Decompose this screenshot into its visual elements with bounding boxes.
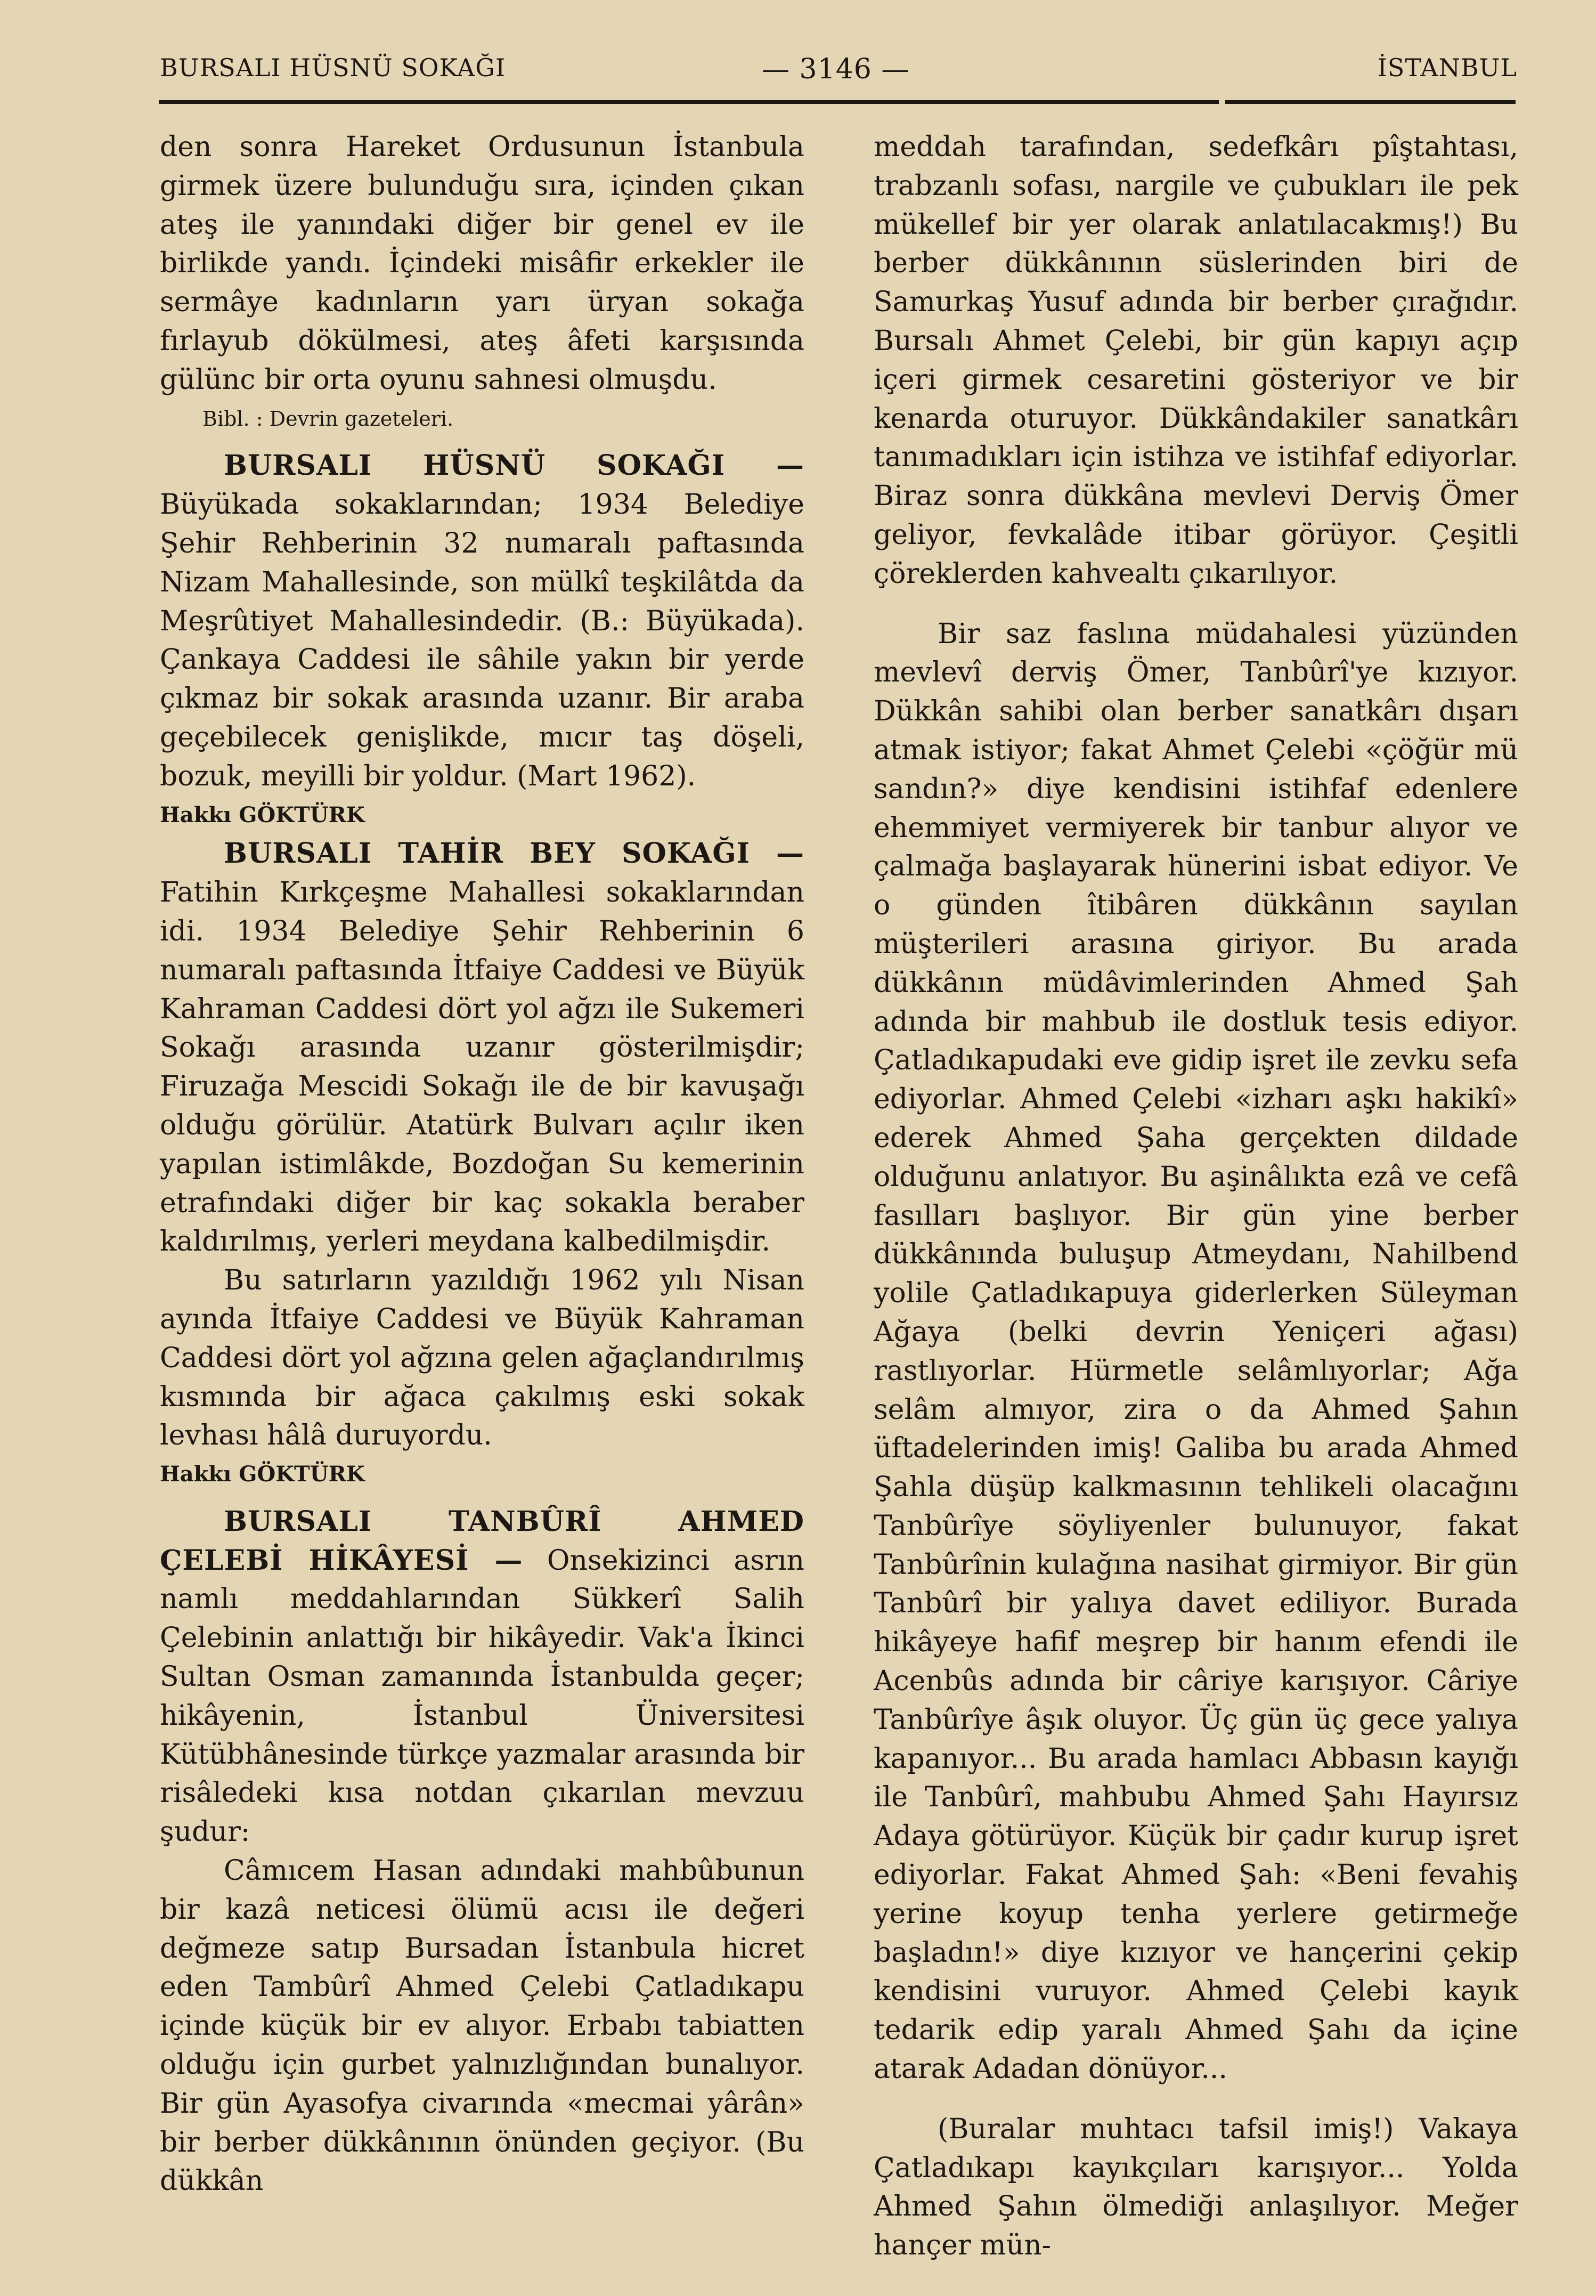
entry-text: Onsekizinci asrın namlı meddahlarından Sükkerî Salih Çelebinin anlattığı bir hikâyedir. Vak'a İkinci Sultan Osman zamanında İstanbulda geçer; hikâyenin, İstanbul Üniversitesi Kütübhânesinde türkçe yazmalar arasında bir risâledeki kısa notdan çıkarılan mevzuu şudur: <box>160 1544 805 1848</box>
entry-tanburi-ahmed-celebi <box>160 1503 804 1852</box>
story-paragraph: (Buralar muhtacı tafsil imiş!) Vakaya Çatladıkapı kayıkçıları karışıyor... Yolda Ahmed Şahın ölmediği anlaşılıyor. Meğer hançer mün- <box>874 2113 1518 2262</box>
story-paragraph: Bir saz faslına müdahalesi yüzünden mevlevî derviş Ömer, Tanbûrî'ye kızıyor. Dükkân sahibi olan berber sanatkârı dışarı atmak istiyor; fakat Ahmet Çelebi «çöğür mü sandın?» diye kendisini istihfaf edenlere ehemmiyet vermiyerek bir tanbur alıyor ve çalmağa başlayarak hünerini isbat ediyor. Ve o günden îtibâren dükkânın sayılan müşterileri arasına giriyor. Bu arada dükkânın müdâvimlerinden Ahmed Şah adında bir mahbub ile dostluk tesis ediyor. Çatladıkapudaki eve gidip işret ile zevku sefa ediyorlar. Ahmed Çelebi «izharı aşkı hakikî» ederek Ahmed Şaha gerçekten dildade olduğunu anlatıyor. Bu aşinâlıkta ezâ ve cefâ fasılları başlıyor. Bir gün yine berber dükkânında buluşup Atmeydanı, Nahilbend yolile Çatladıkapuya giderlerken Süleyman Ağaya (belki devrin Yeniçeri ağası) rastlıyorlar. Hürmetle selâmlıyorlar; Ağa selâm almıyor, zira o da Ahmed Şahın üftadelerinden imiş! Galiba bu arada Ahmed Şahla düşüp kalkmasının tehlikeli olacağını Tanbûrîye söyliyenler bulunuyor, fakat Tanbûrînin kulağına nasihat girmiyor. Bir gün Tanbûrî bir yalıya davet ediliyor. Burada hikâyeye hafif meşrep bir hanım efendi ile Acenbûs adında bir câriye karışıyor. Câriye Tanbûrîye âşık oluyor. Üç gün üç gece yalıya kapanıyor... Bu arada hamlacı Abbasın kayığı ile Tanbûrî, mahbubu Ahmed Şahı Hayırsız Adaya götürüyor. Küçük bir çadır kurup işret ediyorlar. Fakat Ahmed Şah: «Beni fevahiş yerine koyup tenha yerlere getirmeğe başladın!» diye kızıyor ve hançerini çekip kendisini vuruyor. Ahmed Çelebi kayık tedarik edip yaralı Ahmed Şahı da içine atarak Adadan dönüyor... <box>874 618 1518 2086</box>
bibliography-note: Bibl. : Devrin gazeteleri. <box>202 407 454 431</box>
entry-paragraph: Bu satırların yazıldığı 1962 yılı Nisan ayında İtfaiye Caddesi ve Büyük Kahraman Caddesi dört yol ağzına gelen ağaçlandırılmış kısmında bir ağaca çakılmış eski sokak levhası hâlâ duruyordu. <box>160 1264 804 1452</box>
left-column <box>160 128 804 2201</box>
entry-bursali-husnu-sokagi <box>160 447 804 796</box>
author-byline: Hakkı GÖKTÜRK <box>160 1462 365 1487</box>
running-head-right: İSTANBUL <box>1377 53 1517 82</box>
author-byline: Hakkı GÖKTÜRK <box>160 802 365 827</box>
continuation-paragraph: den sonra Hareket Ordusunun İstanbula girmek üzere bulunduğu sıra, içinden çıkan ateş ile yanındaki diğer bir genel ev ile birlikde yandı. İçindeki misâfir erkekler ile sermâye kadınların yarı üryan sokağa fırlayub dökülmesi, ateş âfeti karşısında gülünc bir orta oyunu sahnesi olmuşdu. <box>160 131 804 396</box>
entry-title: BURSALI TAHİR BEY SOKAĞI — <box>224 837 804 870</box>
header-rule-left <box>159 100 1219 104</box>
entry-title: BURSALI HÜSNÜ SOKAĞI — <box>224 449 804 482</box>
right-column <box>874 128 1518 2265</box>
running-head-left: BURSALI HÜSNÜ SOKAĞI <box>160 53 506 82</box>
page-number: — 3146 — <box>762 53 910 85</box>
entry-paragraph: Câmıcem Hasan adındaki mahbûbunun bir kazâ neticesi ölümü acısı ile değeri değmeze satıp Bursadan İstanbula hicret eden Tambûrî Ahmed Çelebi Çatladıkapu içinde küçük bir ev alıyor. Erbabı tabiatten olduğu için gurbet yalnızlığından bunalıyor. Bir gün Ayasofya civarında «mecmai yârân» bir berber dükkânının önünden geçiyor. (Bu dükkân <box>160 1855 804 2197</box>
continuation-paragraph: meddah tarafından, sedefkârı pîştahtası, trabzanlı sofası, nargile ve çubukları ile pek mükellef bir yer olarak anlatılacakmış!) Bu berber dükkânının süslerinden biri de Samurkaş Yusuf adında bir berber çırağıdır. Bursalı Ahmet Çelebi, bir gün kapıyı açıp içeri girmek cesaretini gösteriyor ve bir kenarda oturuyor. Dükkândakiler sanatkârı tanımadıkları için istihza ve istihfaf ediyorlar. Biraz sonra dükkâna mevlevi Derviş Ömer geliyor, fevkalâde itibar görüyor. Çeşitli çöreklerden kahvealtı çıkarılıyor. <box>874 131 1518 590</box>
header-rule-right <box>1225 100 1516 104</box>
entry-title: BURSALI TANBÛRÎ AHMED ÇELEBİ HİKÂYESİ — <box>160 1505 804 1577</box>
entry-text: Büyükada sokaklarından; 1934 Belediye Şehir Rehberinin 32 numaralı paftasında Nizam Mahallesinde, son mülkî teşkilâtda da Meşrûtiyet Mahallesindedir. (B.: Büyükada). Çankaya Caddesi ile sâhile yakın bir yerde çıkmaz bir sokak arasında uzanır. Bir araba geçebilecek genişlikde, mıcır taş döşeli, bozuk, meyilli bir yoldur. (Mart 1962). <box>160 489 804 792</box>
entry-text: Fatihin Kırkçeşme Mahallesi sokaklarından idi. 1934 Belediye Şehir Rehberinin 6 numaralı paftasında İtfaiye Caddesi ve Büyük Kahraman Caddesi dört yol ağzı ile Sukemeri Sokağı arasında uzanır gösterilmişdir; Firuzağa Mescidi Sokağı ile de bir kavuşağı olduğu görülür. Atatürk Bulvarı açılır iken yapılan istimlâkde, Bozdoğan Su kemerinin etrafındaki diğer bir kaç sokakla beraber kaldırılmış, yerleri meydana kalbedilmişdir. <box>160 877 804 1258</box>
entry-bursali-tahir-bey-sokagi <box>160 834 804 1261</box>
